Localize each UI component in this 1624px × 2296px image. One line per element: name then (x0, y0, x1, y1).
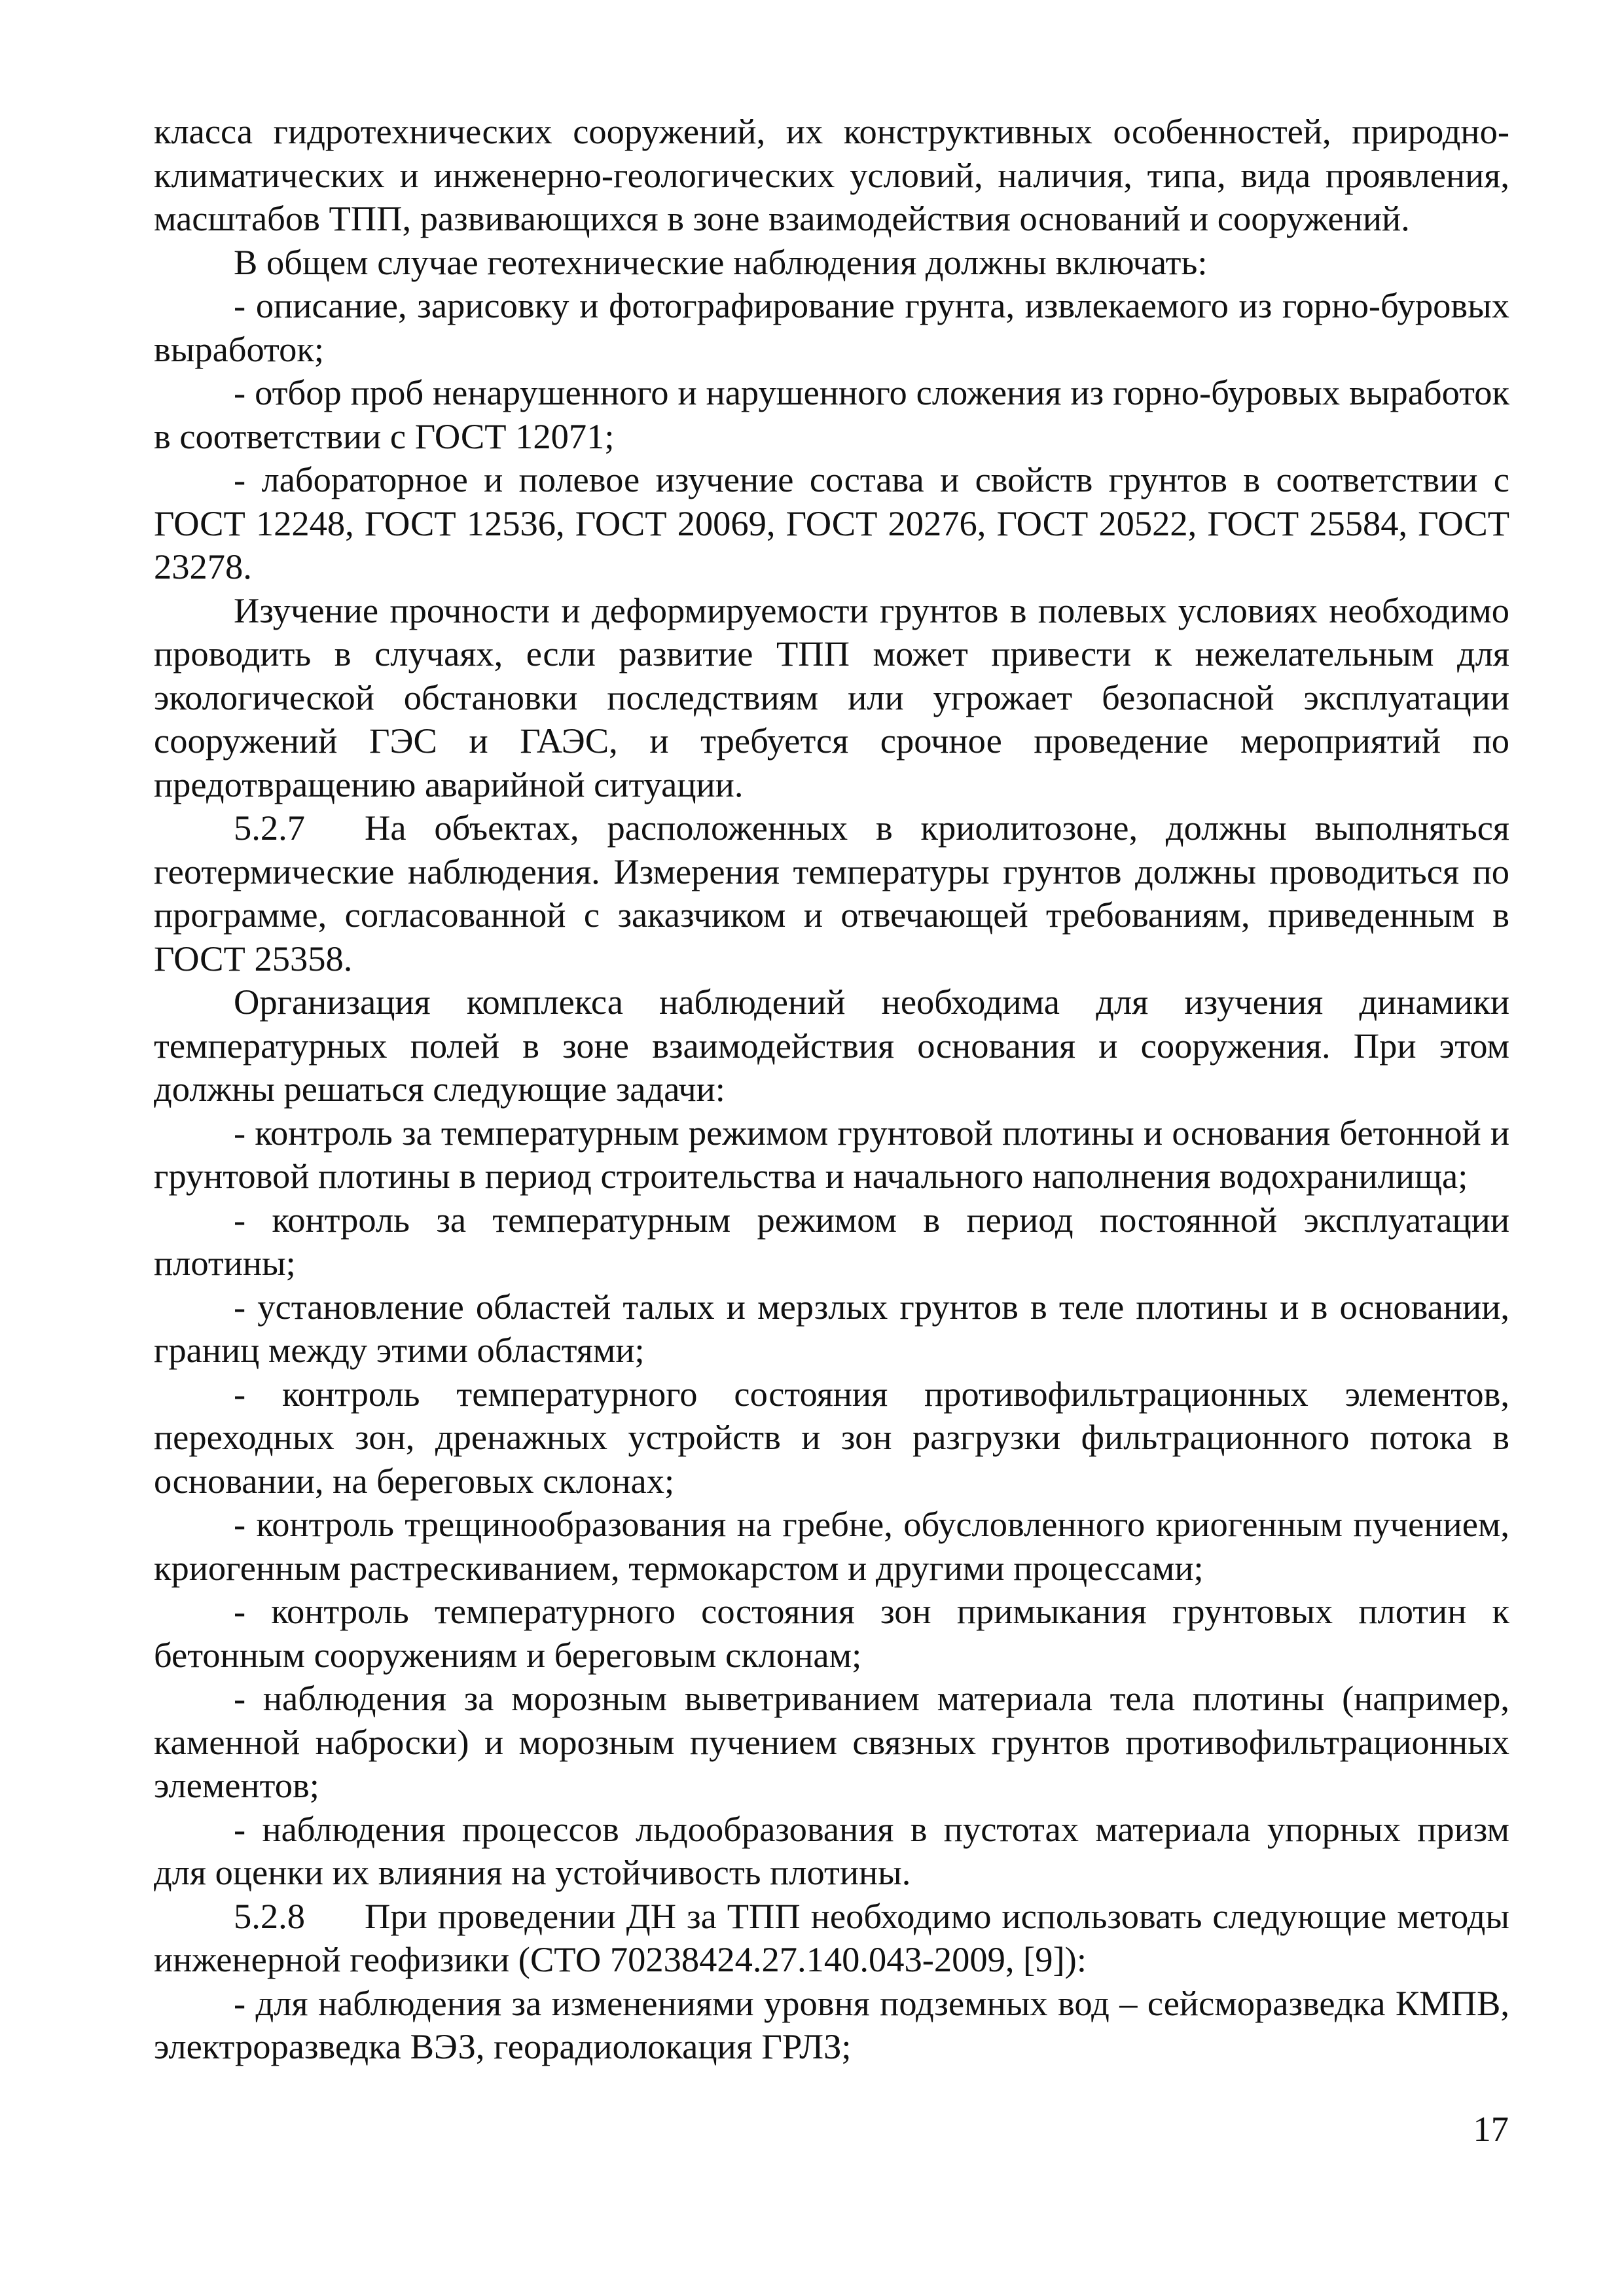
list-item: - контроль температурного состояния противофильтрационных элементов, переходных зон, дренажных устройств и зон разгрузки фильтрационного потока в основании, на береговых склонах; (154, 1373, 1509, 1501)
list-item: - лабораторное и полевое изучение состава и свойств грунтов в соответствии с ГОСТ 12248, ГОСТ 12536, ГОСТ 20069, ГОСТ 20276, ГОСТ 20522, ГОСТ 25584, ГОСТ 23278. (154, 459, 1509, 586)
section-text: На объектах, расположенных в криолитозоне, должны выполняться геотермические наблюдения. Измерения температуры грунтов должны проводиться по программе, согласованной с заказчиком и отвечающей требованиям, приведенным в ГОСТ 25358. (154, 808, 1509, 978)
list-item: - установление областей талых и мерзлых грунтов в теле плотины и в основании, границ между этими областями; (154, 1286, 1509, 1370)
paragraph-continuation: класса гидротехнических сооружений, их конструктивных особенностей, природно-климатических и инженерно-геологических условий, наличия, типа, вида проявления, масштабов ТПП, развивающихся в зоне взаимодействия оснований и сооружений. (154, 111, 1509, 238)
paragraph-intro-geotech: В общем случае геотехнические наблюдения должны включать: (234, 242, 1208, 282)
list-item: - контроль трещинообразования на гребне, обусловленного криогенным пучением, криогенным растрескиванием, термокарстом и другими процессами; (154, 1504, 1509, 1588)
list-item: - контроль за температурным режимом грунтовой плотины и основания бетонной и грунтовой плотины в период строительства и начального наполнения водохранилища; (154, 1112, 1509, 1196)
list-item: - контроль за температурным режимом в период постоянной эксплуатации плотины; (154, 1199, 1509, 1283)
list-item: - наблюдения за морозным выветриванием материала тела плотины (например, каменной наброски) и морозным пучением связных грунтов противофильтрационных элементов; (154, 1678, 1509, 1805)
paragraph-observation-complex: Организация комплекса наблюдений необходима для изучения динамики температурных полей в зоне взаимодействия основания и сооружения. При этом должны решаться следующие задачи: (154, 982, 1509, 1109)
section-number: 5.2.7 (234, 808, 305, 848)
document-page (154, 110, 1509, 2069)
list-item: - отбор проб ненарушенного и нарушенного сложения из горно-буровых выработок в соответствии с ГОСТ 12071; (154, 372, 1509, 456)
list-item: - для наблюдения за изменениями уровня подземных вод – сейсморазведка КМПВ, электроразведка ВЭЗ, георадиолокация ГРЛЗ; (154, 1982, 1509, 2066)
list-item: - описание, зарисовку и фотографирование грунта, извлекаемого из горно-буровых выработок; (154, 285, 1509, 369)
page-number: 17 (1473, 2109, 1509, 2149)
section-text: При проведении ДН за ТПП необходимо использовать следующие методы инженерной геофизики (СТО 70238424.27.140.043-2009, [9]): (154, 1895, 1509, 1979)
section-number: 5.2.8 (234, 1895, 305, 1936)
section-5-2-8 (154, 1895, 1509, 1982)
list-item: - наблюдения процессов льдообразования в пустотах материала упорных призм для оценки их влияния на устойчивость плотины. (154, 1808, 1509, 1892)
section-5-2-7 (154, 806, 1509, 980)
paragraph-field-study: Изучение прочности и деформируемости грунтов в полевых условиях необходимо проводить в случаях, если развитие ТПП может привести к нежелательным для экологической обстановки последствиям или угрожает безопасной эксплуатации сооружений ГЭС и ГАЭС, и требуется срочное проведение мероприятий по предотвращению аварийной ситуации. (154, 590, 1509, 804)
list-item: - контроль температурного состояния зон примыкания грунтовых плотин к бетонным сооружениям и береговым склонам; (154, 1591, 1509, 1675)
